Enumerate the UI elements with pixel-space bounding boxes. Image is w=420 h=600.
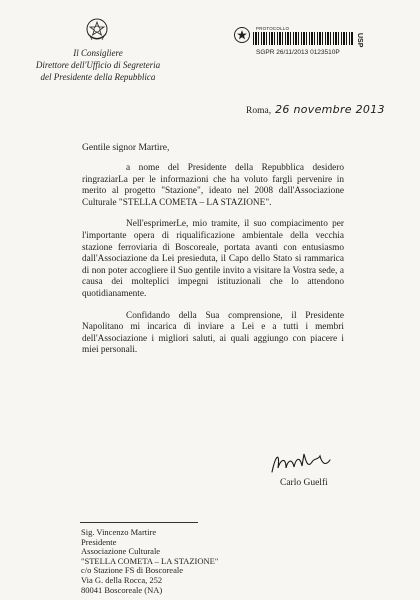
signatory-name: Carlo Guelfi xyxy=(280,478,328,488)
stamp-label: PROTOCOLLO xyxy=(256,26,290,31)
handwritten-signature xyxy=(268,448,334,478)
paragraph-1: a nome del Presidente della Repubblica desidero ringraziarLa per le informazioni che ha voluto fargli pervenire in merito al progetto "Stazione", ideato nel 2008 dall'Associazione Culturale "STELLA COMETA – LA STAZIONE". xyxy=(82,163,344,208)
address-line: Sig. Vincenzo Martire xyxy=(81,527,157,537)
address-line: 80041 Boscoreale (NA) xyxy=(81,584,163,595)
barcode xyxy=(253,32,353,45)
address-divider xyxy=(80,522,198,523)
letterhead-line-3: del Presidente della Repubblica xyxy=(40,72,156,82)
letterhead-line-1: Il Consigliere xyxy=(73,48,123,58)
address-line: c/o Stazione FS di Boscoreale xyxy=(81,565,183,576)
letterhead-line-2: Direttore dell'Ufficio di Segreteria xyxy=(35,60,161,70)
date-place: Roma, xyxy=(246,106,272,116)
protocol-code: SGPR 26/11/2013 0123510P xyxy=(256,49,340,56)
stamp-side-label: USP xyxy=(356,33,363,48)
protocol-stamp xyxy=(219,19,385,63)
paragraph-2: Nell'esprimerLe, mio tramite, il suo compiacimento per l'importante opera di riqualificazione ambientale della vecchia stazione ferroviaria di Boscoreale, portata avanti con entusiasmo dall'Associazione da Lei presieduta, il Capo dello Stato si rammarica di non poter accogliere il Suo gentile invito a visitare la Vostra sede, a causa dei molteplici impegni istituzionali che lo attendono quotidianamente. xyxy=(82,219,344,299)
handwritten-date: 26 novembre 2013 xyxy=(275,103,385,116)
address-line: Presidente xyxy=(81,536,117,547)
salutation: Gentile signor Martire, xyxy=(82,143,170,153)
italian-republic-emblem-icon xyxy=(84,16,110,44)
address-line: "STELLA COMETA – LA STAZIONE" xyxy=(81,555,219,566)
paragraph-3: Confidando della Sua comprensione, il Presidente Napolitano mi incarica di inviare a Lei e a tutti i membri dell'Associazione i migliori saluti, ai quali aggiungo con piacere i miei personali. xyxy=(82,310,344,356)
letter-body xyxy=(82,163,344,367)
letterhead xyxy=(18,47,178,83)
stamp-seal-icon xyxy=(233,26,251,44)
address-line: Associazione Culturale xyxy=(81,546,161,557)
date-line xyxy=(246,103,385,116)
recipient-address xyxy=(81,528,218,595)
address-line: Via G. della Rocca, 252 xyxy=(81,574,163,585)
